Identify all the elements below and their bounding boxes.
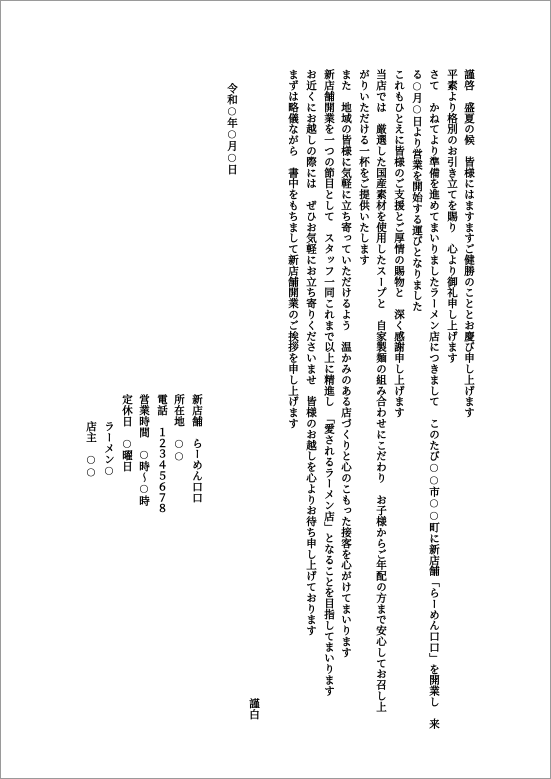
letter-line: る○月○日より営業を開始する運びとなりました: [411, 69, 423, 312]
letter-line: また 地域の皆様に気軽に立ち寄っていただけるよう 温かみのある店づくりと心のこもった接客を心がけてまいります: [340, 69, 352, 658]
store-address: 所在地 ○○: [173, 394, 185, 463]
letter-line: さて かねてより準備を進めてまいりましたラーメン店につきまして このたび○○市○○町に新店舗「らーめん口口」を開業し 来: [428, 69, 440, 729]
letter-line: お近くにお越しの際には ぜひお気軽にお立ち寄りくださいませ 皆様のお越しを心よりお待ち申し上げております: [305, 69, 317, 636]
letter-date: 令和○年○月○日: [226, 83, 238, 175]
store-holiday: 定休日 ○曜日: [121, 394, 133, 472]
letter-line: まずは略儀ながら 書中をもちまして新店舗開業のご挨拶を申し上げます: [287, 69, 299, 429]
sender-owner: 店主 ○○: [85, 421, 97, 479]
letter-line: 謹啓 盛夏の候 皆様にはますますご健勝のこととお慶び申し上げます: [463, 69, 475, 418]
sender-shop: ラーメン○: [103, 421, 115, 477]
letter-line: 新店舗開業を一つの節目として スタッフ一同これまで以上に精進し 「愛されるラーメン店」となることを目指してまいります: [323, 69, 335, 696]
letter-line: がりいただける一杯をご提供いたします: [358, 69, 370, 266]
store-name-line: 新店舗 らーめん口口: [191, 394, 203, 503]
letter-line: 当店では 厳選した国産素材を使用したスープと 自家製麺の組み合わせにこだわり お子様からご年配の方まで安心してお召し上: [375, 69, 387, 713]
letter-closing: 謹白: [248, 698, 260, 720]
store-hours: 営業時間 ○時～○時: [138, 394, 150, 506]
letter-line: これもひとえに皆様のご支援とご厚情の賜物と 深く感謝申し上げます: [393, 69, 405, 418]
store-phone: 電話 １２３４５６７８: [156, 394, 168, 514]
letter-line: 平素より格別のお引き立てを賜り 心より御礼申し上げます: [446, 69, 458, 364]
